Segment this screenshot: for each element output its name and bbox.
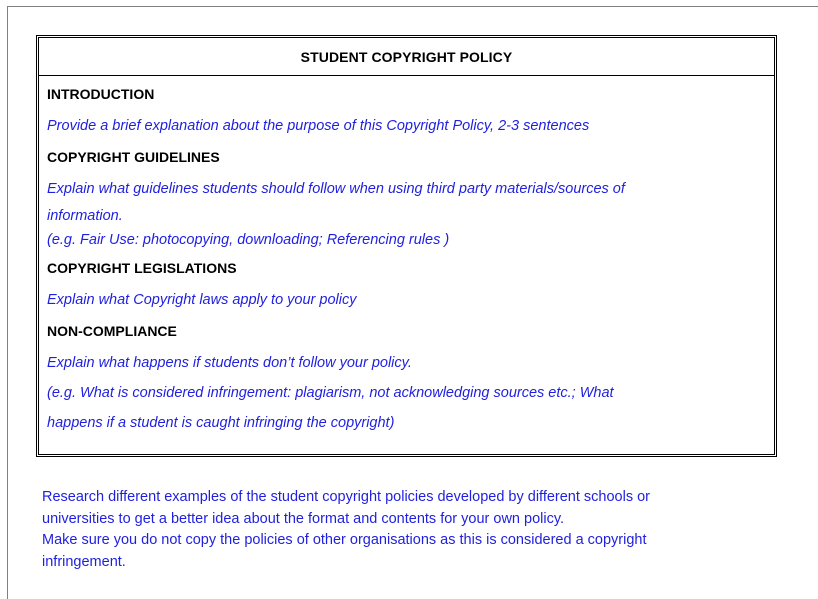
policy-title: STUDENT COPYRIGHT POLICY [39, 38, 774, 76]
legislations-instruction: Explain what Copyright laws apply to your policy [47, 292, 357, 308]
policy-box [36, 35, 777, 457]
introduction-instruction: Provide a brief explanation about the purpose of this Copyright Policy, 2-3 sentences [47, 118, 590, 134]
notes-line: Make sure you do not copy the policies of other organisations as this is considered a copyright [42, 532, 647, 548]
introduction-heading: INTRODUCTION [47, 86, 155, 102]
policy-body [47, 78, 768, 438]
notes-line: universities to get a better idea about the format and contents for your own policy. [42, 510, 565, 527]
guidelines-instruction-line: Explain what guidelines students should follow when using third party materials/sources of [47, 181, 625, 197]
noncompliance-example-line: happens if a student is caught infringing the copyright) [47, 415, 395, 431]
noncompliance-example-line: (e.g. What is considered infringement: plagiarism, not acknowledging sources etc.; What [47, 385, 614, 401]
noncompliance-instruction-line: Explain what happens if students don’t follow your policy. [47, 355, 412, 371]
guidelines-instruction-line: information. [47, 208, 123, 224]
notes-line: infringement. [42, 553, 126, 570]
page-edge-top [7, 6, 818, 7]
research-notes [42, 487, 802, 573]
guidelines-heading: COPYRIGHT GUIDELINES [47, 149, 220, 165]
page-edge-left [7, 6, 8, 599]
noncompliance-heading: NON-COMPLIANCE [47, 323, 177, 339]
notes-line: Research different examples of the student copyright policies developed by different schools or [42, 489, 651, 505]
legislations-heading: COPYRIGHT LEGISLATIONS [47, 260, 237, 276]
guidelines-example-line: (e.g. Fair Use: photocopying, downloading; Referencing rules ) [47, 232, 450, 248]
